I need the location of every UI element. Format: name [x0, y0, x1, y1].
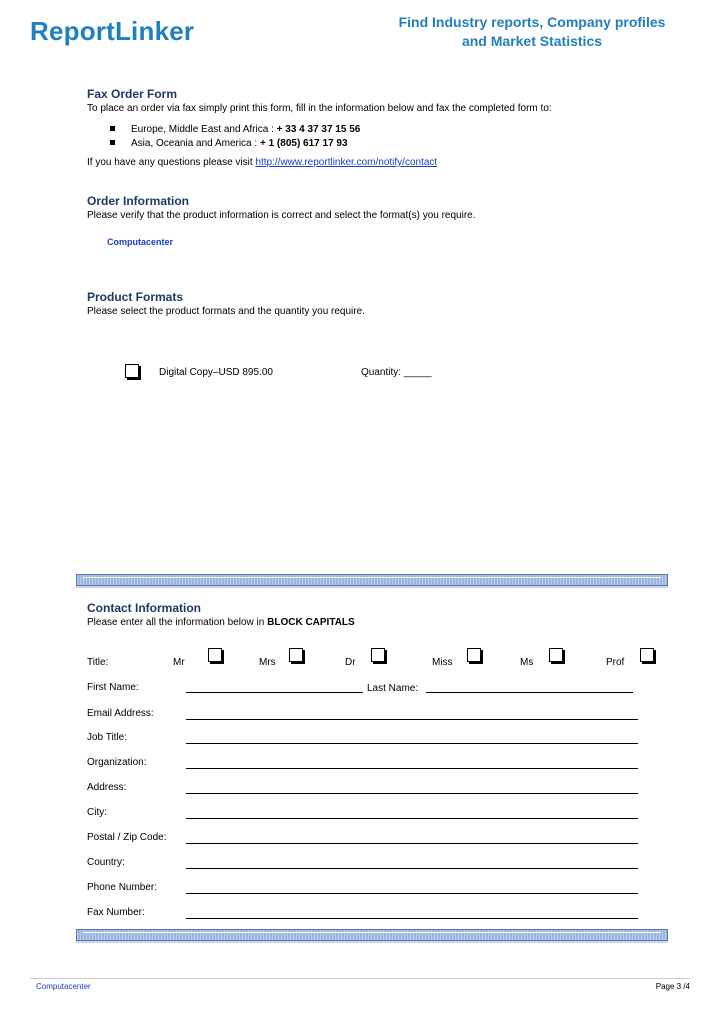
- bullet-square-icon: [110, 126, 115, 131]
- bullet-emea-region: Europe, Middle East and Africa :: [131, 124, 277, 135]
- country-field[interactable]: [186, 858, 638, 869]
- city-field[interactable]: [186, 808, 638, 819]
- contact-link[interactable]: http://www.reportlinker.com/notify/contact: [255, 157, 438, 168]
- bullet-emea-number: + 33 4 37 37 15 56: [276, 124, 361, 135]
- product-formats-text: Please select the product formats and the quantity you require.: [87, 306, 365, 317]
- product-company-name: Computacenter: [107, 237, 174, 247]
- fax-number-label: Fax Number:: [87, 907, 145, 918]
- page-number: Page 3 /4: [655, 982, 690, 991]
- title-miss-checkbox[interactable]: [467, 648, 481, 662]
- last-name-field[interactable]: [426, 682, 633, 693]
- bullet-apac-region: Asia, Oceania and America :: [131, 138, 260, 149]
- header-tagline: [382, 13, 682, 51]
- organization-label: Organization:: [87, 757, 147, 768]
- tagline-line-2: and Market Statistics: [461, 33, 603, 49]
- last-name-label: Last Name:: [367, 683, 419, 694]
- postal-zip-code-label: Postal / Zip Code:: [87, 832, 167, 843]
- title-dr-checkbox[interactable]: [371, 648, 385, 662]
- order-information-heading: Order Information: [87, 194, 190, 208]
- city-label: City:: [87, 807, 107, 818]
- email-address-label: Email Address:: [87, 708, 154, 719]
- questions-line: [87, 156, 437, 169]
- organization-field[interactable]: [186, 758, 638, 769]
- quantity-field[interactable]: Quantity: _____: [361, 367, 432, 378]
- tagline-line-1: Find Industry reports, Company profiles: [398, 14, 666, 30]
- order-information-text: Please verify that the product information is correct and select the format(s) you require.: [87, 210, 476, 221]
- questions-prefix: If you have any questions please visit: [87, 157, 256, 168]
- section-divider: [76, 929, 668, 941]
- title-miss-label: Miss: [432, 657, 453, 668]
- contact-information-text: [87, 616, 355, 629]
- bullet-emea: [131, 123, 360, 136]
- email-address-field[interactable]: [186, 709, 638, 720]
- job-title-field[interactable]: [186, 733, 638, 744]
- bullet-apac: [131, 137, 348, 150]
- job-title-label: Job Title:: [87, 732, 128, 743]
- title-ms-checkbox[interactable]: [549, 648, 563, 662]
- digital-copy-label: Digital Copy–USD 895.00: [159, 367, 273, 378]
- first-name-label: First Name:: [87, 682, 139, 693]
- title-prof-checkbox[interactable]: [640, 648, 654, 662]
- address-label: Address:: [87, 782, 127, 793]
- section-divider: [76, 574, 668, 586]
- title-ms-label: Ms: [520, 657, 534, 668]
- phone-number-field[interactable]: [186, 883, 638, 894]
- fax-number-field[interactable]: [186, 908, 638, 919]
- contact-text-prefix: Please enter all the information below in: [87, 617, 268, 628]
- fax-order-form-heading: Fax Order Form: [87, 87, 178, 101]
- first-name-field[interactable]: [186, 682, 363, 693]
- footer-rule: [30, 978, 690, 979]
- product-formats-heading: Product Formats: [87, 290, 184, 304]
- contact-information-heading: Contact Information: [87, 601, 201, 615]
- postal-zip-code-field[interactable]: [186, 833, 638, 844]
- footer-company: Computacenter: [36, 982, 91, 991]
- title-mr-checkbox[interactable]: [208, 648, 222, 662]
- title-prof-label: Prof: [606, 657, 625, 668]
- bullet-apac-number: + 1 (805) 617 17 93: [259, 138, 348, 149]
- phone-number-label: Phone Number:: [87, 882, 158, 893]
- title-dr-label: Dr: [345, 657, 356, 668]
- block-capitals-label: BLOCK CAPITALS: [267, 617, 355, 628]
- title-mrs-checkbox[interactable]: [289, 648, 303, 662]
- fax-order-intro: To place an order via fax simply print this form, fill in the information below and fax the completed form to:: [87, 103, 552, 114]
- address-field[interactable]: [186, 783, 638, 794]
- country-label: Country:: [87, 857, 125, 868]
- reportlinker-logo: ReportLinker: [30, 16, 195, 46]
- title-mr-label: Mr: [173, 657, 185, 668]
- title-label: Title:: [87, 657, 109, 668]
- title-mrs-label: Mrs: [259, 657, 276, 668]
- digital-copy-checkbox[interactable]: [125, 364, 139, 378]
- bullet-square-icon: [110, 140, 115, 145]
